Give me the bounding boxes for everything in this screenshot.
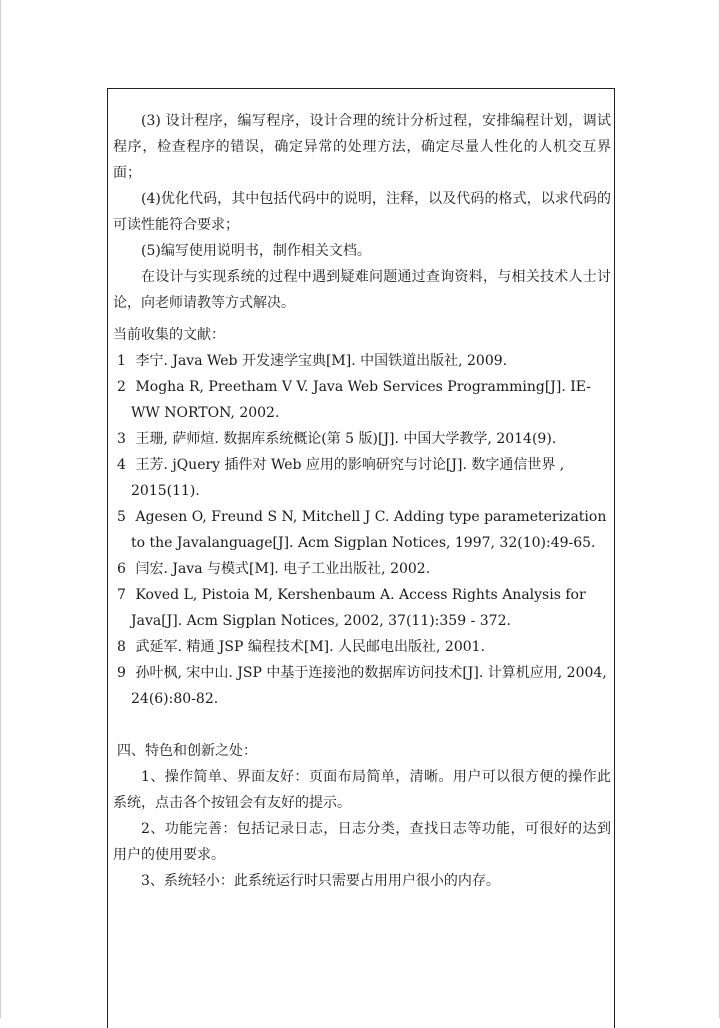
reference-list	[113, 348, 611, 712]
reference-item	[113, 426, 611, 452]
reference-text: 孙叶枫, 宋中山. JSP 中基于连接池的数据库访问技术[J]. 计算机应用, 2004, 24(6):80-82.	[131, 665, 607, 707]
reference-text: 闫宏. Java 与模式[M]. 电子工业出版社, 2002.	[135, 561, 431, 577]
reference-item	[113, 556, 611, 582]
feature-item: 2、功能完善：包括记录日志，日志分类，查找日志等功能，可很好的达到用户的使用要求。	[113, 821, 611, 863]
reference-number: 5	[117, 509, 126, 525]
feature-item: 1、操作简单、界面友好：页面布局简单，清晰。用户可以很方便的操作此系统，点击各个按钮会有友好的提示。	[113, 769, 611, 811]
page-edge-left	[0, 0, 1, 1018]
reference-text: Mogha R, Preetham V V. Java Web Services Programming[J]. IE-WW NORTON, 2002.	[131, 379, 592, 421]
reference-number: 2	[117, 379, 126, 395]
reference-text: 王芳. jQuery 插件对 Web 应用的影响研究与讨论[J]. 数字通信世界 , 2015(11).	[131, 457, 565, 499]
reference-item	[113, 452, 611, 504]
reference-number: 8	[117, 639, 126, 655]
reference-item	[113, 660, 611, 712]
section-title: 四、特色和创新之处：	[117, 743, 257, 759]
reference-number: 4	[117, 457, 126, 473]
reference-text: Koved L, Pistoia M, Kershenbaum A. Access Rights Analysis for Java[J]. Acm Sigplan Notices, 2002, 37(11):359 - 372.	[131, 587, 586, 629]
reference-text: 王珊, 萨师煊. 数据库系统概论(第 5 版)[J]. 中国大学教学, 2014(9).	[135, 431, 557, 447]
document-body	[113, 108, 611, 894]
reference-item	[113, 374, 611, 426]
paragraph: 在设计与实现系统的过程中遇到疑难问题通过查询资料，与相关技术人士讨论，向老师请教等方式解决。	[113, 269, 611, 311]
reference-text: 李宁. Java Web 开发速学宝典[M]. 中国铁道出版社, 2009.	[135, 353, 508, 369]
reference-number: 3	[117, 431, 126, 447]
reference-text: 武延军. 精通 JSP 编程技术[M]. 人民邮电出版社, 2001.	[135, 639, 486, 655]
paragraph: (4)优化代码，其中包括代码中的说明，注释，以及代码的格式，以求代码的可读性能符合要求；	[113, 191, 611, 233]
feature-item: 3、系统轻小：此系统运行时只需要占用用户很小的内存。	[141, 873, 500, 889]
reference-item	[113, 582, 611, 634]
reference-number: 7	[117, 587, 126, 603]
paragraph: (5)编写使用说明书，制作相关文档。	[141, 243, 371, 259]
reference-item	[113, 348, 611, 374]
reference-number: 6	[117, 561, 126, 577]
paragraph: (3) 设计程序，编写程序，设计合理的统计分析过程，安排编程计划，调试程序，检查程序的错误，确定异常的处理方法，确定尽量人性化的人机交互界面；	[113, 113, 611, 181]
reference-item	[113, 504, 611, 556]
references-heading: 当前收集的文献：	[113, 327, 225, 343]
reference-text: Agesen O, Freund S N, Mitchell J C. Adding type parameterization to the Javalanguage[J]. Acm Sigplan Notices, 1997, 32(10):49-65.	[131, 509, 607, 551]
reference-number: 1	[117, 353, 126, 369]
reference-number: 9	[117, 665, 126, 681]
reference-item	[113, 634, 611, 660]
